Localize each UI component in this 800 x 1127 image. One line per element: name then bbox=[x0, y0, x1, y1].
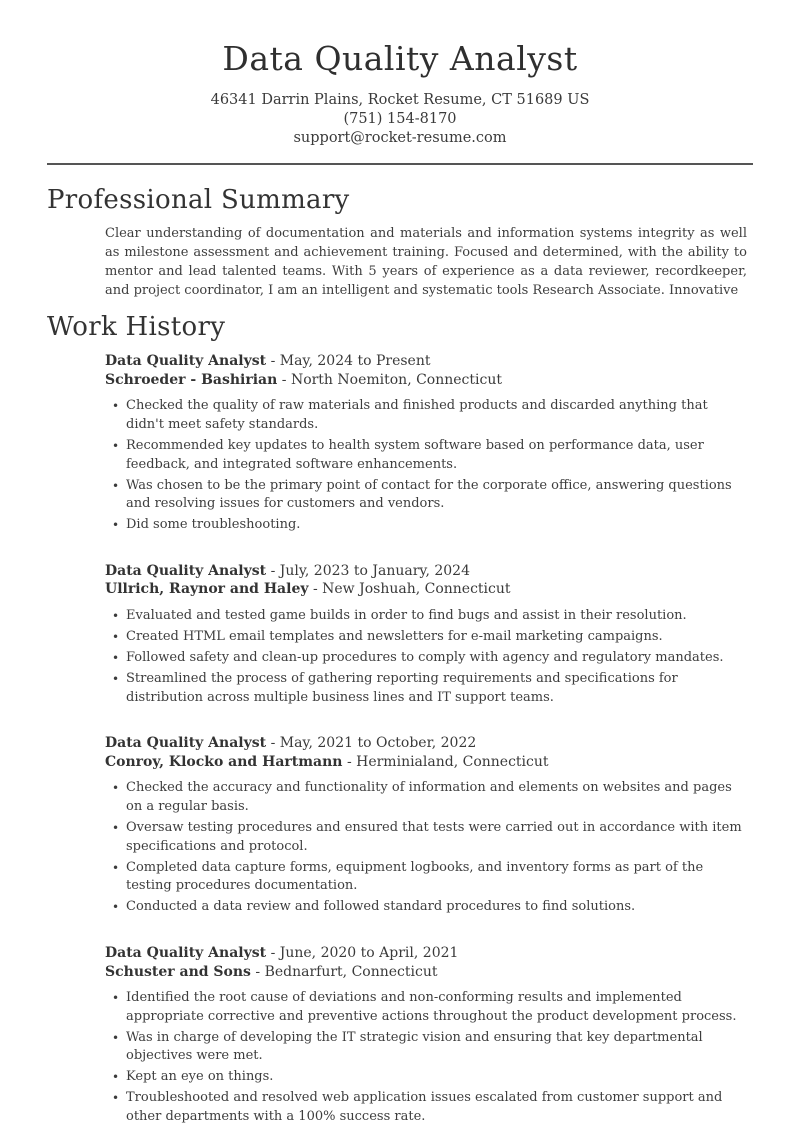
job-company-line bbox=[105, 753, 749, 772]
work-history-section bbox=[47, 313, 753, 1126]
contact-info bbox=[47, 91, 753, 148]
work-history-heading: Work History bbox=[47, 312, 226, 343]
job-bullet: • Completed data capture forms, equipment logbooks, and inventory forms as part of the testing procedures documentation. bbox=[105, 859, 749, 896]
job-title-separator: - bbox=[270, 945, 276, 961]
contact-email: support@rocket-resume.com bbox=[293, 130, 507, 147]
job-title-line bbox=[105, 562, 749, 581]
job-bullets bbox=[105, 397, 749, 535]
job-company: Ullrich, Raynor and Haley bbox=[105, 581, 309, 598]
job-company: Conroy, Klocko and Hartmann bbox=[105, 753, 343, 770]
job-dates: July, 2023 to January, 2024 bbox=[279, 562, 471, 579]
job-entry bbox=[105, 944, 749, 1127]
job-bullets bbox=[105, 607, 749, 707]
job-title: Data Quality Analyst bbox=[105, 735, 267, 752]
job-location: Herminialand, Connecticut bbox=[356, 753, 549, 770]
job-bullet: • Identified the root cause of deviations and non-conforming results and implemented appropriate corrective and preventive actions throughout the product development process. bbox=[105, 989, 749, 1026]
job-title: Data Quality Analyst bbox=[105, 562, 267, 579]
job-title: Data Quality Analyst bbox=[105, 353, 267, 370]
job-title-separator: - bbox=[270, 353, 276, 370]
job-entry bbox=[105, 562, 749, 707]
job-title: Data Quality Analyst bbox=[105, 945, 267, 961]
job-dates: May, 2024 to Present bbox=[279, 353, 431, 370]
job-title-line bbox=[105, 352, 749, 371]
job-location: New Joshuah, Connecticut bbox=[322, 581, 511, 598]
job-list bbox=[47, 352, 753, 1126]
job-bullet: • Kept an eye on things. bbox=[105, 1068, 749, 1087]
job-dates: June, 2020 to April, 2021 bbox=[279, 945, 459, 961]
job-company-line bbox=[105, 963, 749, 982]
job-bullet: • Checked the accuracy and functionality of information and elements on websites and pages on a regular basis. bbox=[105, 779, 749, 816]
job-bullet: • Created HTML email templates and newsletters for e-mail marketing campaigns. bbox=[105, 628, 749, 647]
job-title-line bbox=[105, 944, 749, 963]
job-entry bbox=[105, 352, 749, 535]
job-company-separator: - bbox=[255, 963, 261, 980]
job-company: Schroeder - Bashirian bbox=[105, 371, 278, 388]
job-company-separator: - bbox=[346, 753, 352, 770]
job-bullet: • Oversaw testing procedures and ensured that tests were carried out in accordance with item specifications and protocol. bbox=[105, 819, 749, 856]
contact-phone: (751) 154-8170 bbox=[343, 111, 457, 128]
professional-summary-text: Clear understanding of documentation and materials and information systems integrity as well as milestone assessment and achievement training. Focused and determined, with the ability to mentor and lead talented teams. With 5 years of experience as a data reviewer, recordkeeper, and project coordinator, I am an intelligent and systematic tools Research Associate. Innovative bbox=[105, 226, 747, 298]
job-company-line bbox=[105, 580, 749, 599]
job-bullet: • Streamlined the process of gathering reporting requirements and specifications for distribution across multiple business lines and IT support teams. bbox=[105, 670, 749, 707]
contact-address: 46341 Darrin Plains, Rocket Resume, CT 51689 US bbox=[210, 92, 590, 109]
job-bullet: • Troubleshooted and resolved web application issues escalated from customer support and other departments with a 100% success rate. bbox=[105, 1089, 749, 1126]
job-bullet: • Checked the quality of raw materials and finished products and discarded anything that didn't meet safety standards. bbox=[105, 397, 749, 434]
job-bullets bbox=[105, 779, 749, 917]
job-bullets bbox=[105, 989, 749, 1127]
job-bullet: • Was in charge of developing the IT strategic vision and ensuring that key departmental objectives were met. bbox=[105, 1029, 749, 1066]
job-title-separator: - bbox=[270, 735, 276, 752]
job-company-separator: - bbox=[281, 371, 287, 388]
professional-summary-heading: Professional Summary bbox=[47, 185, 350, 216]
job-bullet: • Evaluated and tested game builds in order to find bugs and assist in their resolution. bbox=[105, 607, 749, 626]
job-location: Bednarfurt, Connecticut bbox=[264, 963, 438, 980]
job-bullet: • Was chosen to be the primary point of contact for the corporate office, answering questions and resolving issues for customers and vendors. bbox=[105, 477, 749, 514]
professional-summary-section bbox=[47, 186, 753, 300]
job-company-line bbox=[105, 371, 749, 390]
job-location: North Noemiton, Connecticut bbox=[290, 371, 502, 388]
resume-header bbox=[47, 0, 753, 148]
page-title: Data Quality Analyst bbox=[222, 39, 578, 78]
job-entry bbox=[105, 734, 749, 917]
job-bullet: • Conducted a data review and followed standard procedures to find solutions. bbox=[105, 898, 749, 917]
job-bullet: • Did some troubleshooting. bbox=[105, 516, 749, 535]
job-company-separator: - bbox=[312, 581, 318, 598]
job-title-separator: - bbox=[270, 562, 276, 579]
job-bullet: • Recommended key updates to health system software based on performance data, user feedback, and integrated software enhancements. bbox=[105, 437, 749, 474]
job-title-line bbox=[105, 734, 749, 753]
header-divider bbox=[47, 163, 753, 165]
job-company: Schuster and Sons bbox=[105, 963, 251, 980]
job-bullet: • Followed safety and clean-up procedures to comply with agency and regulatory mandates. bbox=[105, 649, 749, 668]
job-dates: May, 2021 to October, 2022 bbox=[279, 735, 477, 752]
